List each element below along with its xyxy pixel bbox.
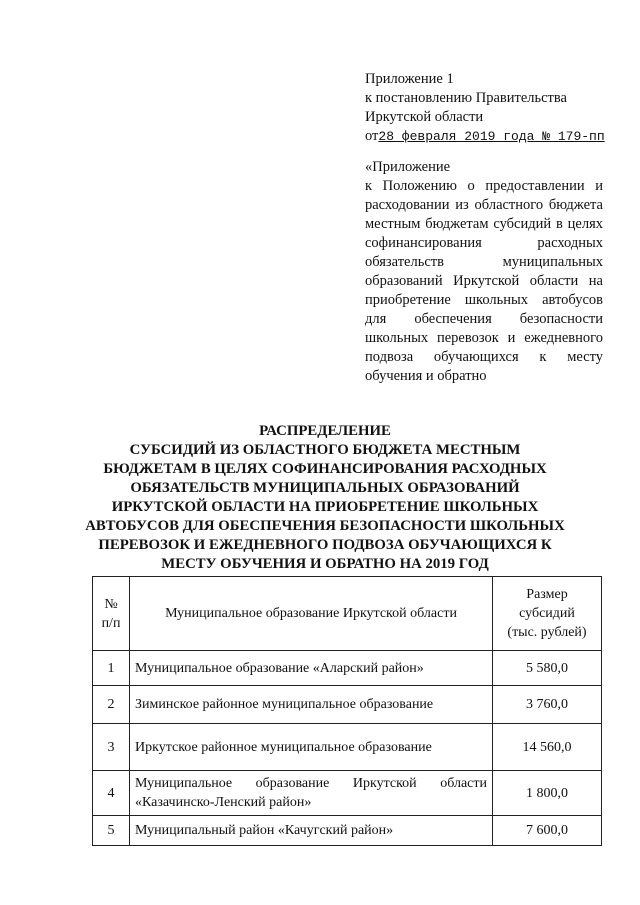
distribution-table xyxy=(92,576,602,846)
document-title xyxy=(85,422,565,574)
header-number-symbol: № xyxy=(104,596,118,612)
title-subtitle: СУБСИДИЙ ИЗ ОБЛАСТНОГО БЮДЖЕТА МЕСТНЫМ БЮДЖЕТАМ В ЦЕЛЯХ СОФИНАНСИРОВАНИЯ РАСХОДНЫХ ОБЯЗАТЕЛЬСТВ МУНИЦИПАЛЬНЫХ ОБРАЗОВАНИЙ ИРКУТСКОЙ ОБЛАСТИ НА ПРИОБРЕТЕНИЕ ШКОЛЬНЫХ АВТОБУСОВ ДЛЯ ОБЕСПЕЧЕНИЯ БЕЗОПАСНОСТИ ШКОЛЬНЫХ ПЕРЕВОЗОК И ЕЖЕДНЕВНОГО ПОДВОЗА ОБУЧАЮЩИХСЯ К МЕСТУ ОБУЧЕНИЯ И ОБРАТНО НА 2019 ГОД xyxy=(85,442,565,572)
row-number: 5 xyxy=(93,816,130,846)
table-row xyxy=(93,816,602,846)
table-header-row xyxy=(93,577,602,651)
decree-prefix: от xyxy=(365,128,379,144)
header-amount xyxy=(493,577,602,651)
appendix-number: Приложение 1 xyxy=(365,71,454,87)
quoted-appendix xyxy=(365,158,603,386)
header-amount-line1: Размер xyxy=(526,587,568,602)
decree-date: 28 февраля 2019 года № 179-пп xyxy=(378,129,605,144)
title-heading: РАСПРЕДЕЛЕНИЕ xyxy=(259,423,391,439)
appendix-decree-ref: к постановлению Правительства xyxy=(365,90,567,106)
row-municipality: Муниципальное образование «Аларский район» xyxy=(130,651,493,686)
decree-date-line xyxy=(365,127,615,146)
appendix-region: Иркутской области xyxy=(365,109,484,125)
row-municipality: Муниципальный район «Качугский район» xyxy=(130,816,493,846)
table-row xyxy=(93,724,602,771)
header-amount-line3: (тыс. рублей) xyxy=(507,625,587,640)
header-name: Муниципальное образование Иркутской области xyxy=(130,577,493,651)
row-municipality: Зиминское районное муниципальное образование xyxy=(130,686,493,724)
row-number: 3 xyxy=(93,724,130,771)
row-municipality: Муниципальное образование Иркутской области «Казачинско-Ленский район» xyxy=(130,771,493,816)
row-amount: 7 600,0 xyxy=(493,816,602,846)
row-number: 4 xyxy=(93,771,130,816)
row-number: 1 xyxy=(93,651,130,686)
row-number: 2 xyxy=(93,686,130,724)
header-number-abbr: п/п xyxy=(101,615,121,631)
table-row xyxy=(93,651,602,686)
appendix-block xyxy=(365,70,615,146)
page-bottom-margin xyxy=(0,860,640,905)
row-municipality: Иркутское районное муниципальное образование xyxy=(130,724,493,771)
quoted-appendix-heading: «Приложение xyxy=(365,159,451,175)
row-amount: 14 560,0 xyxy=(493,724,602,771)
row-amount: 1 800,0 xyxy=(493,771,602,816)
row-amount: 3 760,0 xyxy=(493,686,602,724)
table-row xyxy=(93,771,602,816)
row-amount: 5 580,0 xyxy=(493,651,602,686)
header-amount-line2: субсидий xyxy=(519,606,575,621)
table-row xyxy=(93,686,602,724)
quoted-appendix-text: к Положению о предоставлении и расходовании из областного бюджета местным бюджетам субсидий в целях софинансирования расходных обязательств муниципальных образований Иркутской области на приобретение школьных автобусов для обеспечения безопасности школьных перевозок и ежедневного подвоза обучающихся к месту обучения и обратно xyxy=(365,178,603,384)
header-number xyxy=(93,577,130,651)
